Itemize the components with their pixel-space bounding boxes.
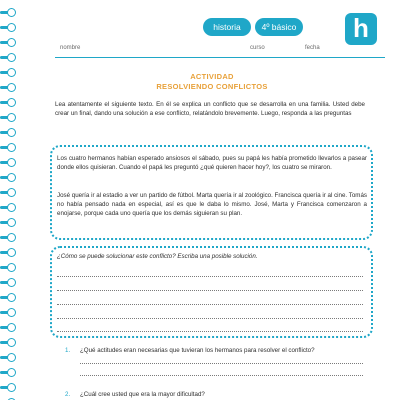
binding-hole (7, 248, 16, 257)
binding-hole (7, 38, 16, 47)
question-1: ¿Qué actitudes eran necesarias que tuvieran los hermanos para resolver el conflicto? (80, 347, 315, 354)
subject-badge: historia (203, 18, 251, 36)
logo-h-icon: h (345, 13, 377, 45)
activity-subtitle: RESOLVIENDO CONFLICTOS (156, 82, 268, 91)
answer-line[interactable] (80, 375, 363, 376)
answer-line[interactable] (57, 331, 363, 332)
story-paragraph-1: Los cuatro hermanos habían esperado ansiosos el sábado, pues su papá les había prometido llevarlos a pasear donde ellos quisieran. Cuando el papá les preguntó ¿qué quieren hacer hoy?, los cuatro se miraron. (57, 155, 367, 171)
answer-line[interactable] (57, 318, 363, 319)
binding-hole (7, 308, 16, 317)
binding-hole (7, 8, 16, 17)
binding-hole (7, 98, 16, 107)
binding-hole (7, 218, 16, 227)
activity-title: ACTIVIDAD (190, 72, 234, 81)
name-label: nombre (60, 45, 81, 51)
binding-hole (7, 293, 16, 302)
instructions: Lea atentamente el siguiente texto. En él se explica un conflicto que se desarrolla en una familia. Usted debe crear un final, dando una solución a ese conflicto, relatándolo brevemente. Luego, responda a las preguntas (55, 101, 365, 117)
question-2: ¿Cuál cree usted que era la mayor dificultad? (80, 391, 205, 398)
binding-hole (7, 263, 16, 272)
binding-hole (7, 53, 16, 62)
grade-badge: 4º básico (255, 18, 303, 36)
binding-hole (7, 338, 16, 347)
binding-hole (7, 233, 16, 242)
binding-hole (7, 113, 16, 122)
binding-hole (7, 203, 16, 212)
course-label: curso (250, 45, 265, 51)
spiral-binding (0, 0, 24, 400)
question-number: 1. (65, 347, 71, 354)
answer-line[interactable] (57, 276, 363, 277)
binding-hole (7, 23, 16, 32)
binding-hole (7, 143, 16, 152)
solution-prompt: ¿Cómo se puede solucionar este conflicto? Escriba una posible solución. (57, 253, 258, 260)
binding-hole (7, 188, 16, 197)
answer-line[interactable] (57, 304, 363, 305)
binding-hole (7, 128, 16, 137)
binding-hole (7, 278, 16, 287)
binding-hole (7, 353, 16, 362)
binding-hole (7, 158, 16, 167)
binding-hole (7, 368, 16, 377)
binding-hole (7, 68, 16, 77)
binding-hole (7, 323, 16, 332)
question-number: 2. (65, 391, 71, 398)
date-label: fecha (305, 45, 320, 51)
story-paragraph-2: José quería ir al estadio a ver un partido de fútbol. Marta quería ir al zoológico. Francisca quería ir al cine. Tomás no había pensado nada en especial, así es que le daba lo mismo. José, Marta y Francisca comenzaron a enojarse, porque cada uno quería que los demás siguieran su plan. (57, 192, 367, 217)
binding-hole (7, 83, 16, 92)
student-info-line (55, 44, 385, 58)
binding-hole (7, 173, 16, 182)
answer-line[interactable] (80, 363, 363, 364)
header (195, 13, 385, 43)
binding-hole (7, 383, 16, 392)
answer-line[interactable] (57, 290, 363, 291)
